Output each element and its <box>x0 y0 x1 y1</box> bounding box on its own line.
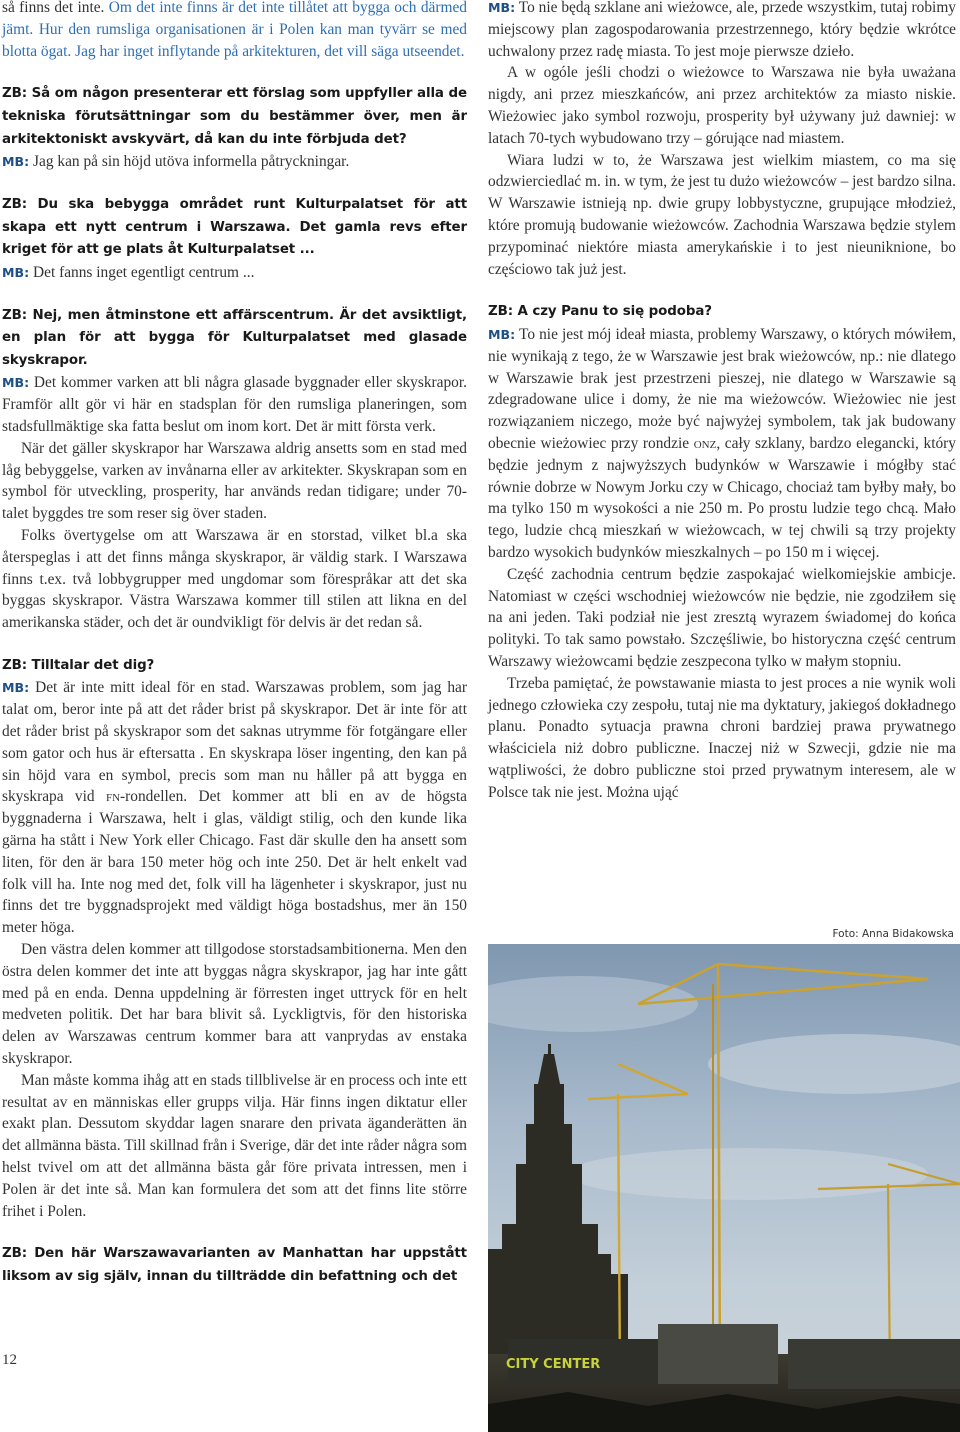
mb-tag: MB: <box>2 154 30 170</box>
mb-tag: MB: <box>2 375 30 391</box>
polish-answer-2-paragraph-3: Trzeba pamiętać, że powstawanie miasta to jest proces a nie wynik woli jednego człowieka czy zespołu, tutaj nie ma dyktatury, jakiegoś dokładnego planu. Ponadto sytuacja prawna chroni bardziej prawa prywatnego właściciela niż dobro publiczne. Inaczej niż w Szwecji, gdzie nie ma wątpliwości, że dobro publiczne stoi przed prywatnym interesem, ale w Polsce tak nie jest. Można ująć <box>488 674 956 801</box>
polish-answer-1-text: To nie będą szklane ani wieżowce, ale, przede wszystkim, tutaj robimy miejscowy plan zagospodarowania przestrzennego, który będzie wkrótce uchwalony przez radę miasta. To jest moje pierwsze dzieło. <box>488 0 956 60</box>
polish-answer-2-text-b: Wieżowiec nie jest rozwiązaniem niczego, może być najwyżej symbolem, tak jak budowany obecnie wieżowiec przy rondzie <box>488 391 957 452</box>
question-5: ZB: Den här Warszawavarianten av Manhattan har uppstått liksom av sig själv, innan du tillträdde din befattning och det <box>2 1246 467 1284</box>
photo-palace-of-culture <box>488 944 960 1432</box>
answer-2 <box>2 262 467 284</box>
answer-3-paragraph-2: När det gäller skyskrapor har Warszawa aldrig ansetts som en stad med låg bebyggelse, varken av invånarna eller av arkitekter. Skyskrapan som en symbol för utveckling, prosperity, har används redan tidigare; under 70-talet byggdes tre som reser sig över staden. <box>2 439 467 523</box>
fn-smallcaps: fn <box>105 788 121 806</box>
intro-blue-text: Om det inte finns är det inte tillåtet att bygga och därmed jämt. Hur den rumsliga organisationen är i Polen kan man tyvärr se med blotta ögat. Jag har inget inflytande på arkitekturen, det vill säga utseendet. <box>2 0 467 60</box>
answer-4 <box>2 677 467 939</box>
answer-4-paragraph-3: Man måste komma ihåg att en stads tillblivelse är en process och inte ett resultat av en människas eller grupps vilja. Här finns ingen diktatur eller exakt plan. Dessutom skyddar lagen snarare den privata äganderätten än det allmänna bästa. Till skillnad från i Sverige, där det inte råder några som helst tvivel om att det allmänna bästa går före privata intressen, men i Polen är det inte så. Man kan formulera det som att det finns lite större frihet i Polen. <box>2 1071 467 1220</box>
answer-4-text-cont: -rondellen. Det kommer att bli en av de högsta byggnaderna i Warszawa, helt i glas, väldigt stilig, och den kunde lika gärna ha stått i New York eller Chicago. Fast där skulle den ha ansett som liten, för den är bara 150 meter hög och inte 250. Det är helt enkelt vad folk vill ha. Inte nog med det, folk vill ha lägenheter i skyskrapor, just nu finns det tre byggnadsprojekt med väldigt höga bostadshus, mer än 150 meter höga. <box>2 788 467 937</box>
answer-3-text: Det kommer varken att bli några glasade byggnader eller skyskrapor. Framför allt gör vi här en stadsplan för den rumsliga planeringen, som stadsfullmäktige ska fatta beslut om inom kort. Det är mitt första verk. <box>2 374 467 435</box>
question-2: ZB: Du ska bebygga området runt Kulturpalatset för att skapa ett nytt centrum i Warszawa. Det gamla revs efter kriget för att ge plats åt Kulturpalatset ... <box>2 196 467 258</box>
mb-tag: MB: <box>488 0 516 15</box>
right-column <box>488 0 956 803</box>
question-3: ZB: Nej, men åtminstone ett affärscentrum. Är det avsiktligt, en plan för att bygga för Kulturpalatset med glasade skyskrapor. <box>2 307 467 368</box>
mb-tag: MB: <box>2 680 30 696</box>
polish-question: ZB: A czy Panu to się podoba? <box>488 304 712 320</box>
polish-answer-1 <box>488 0 956 62</box>
intro-black-text: så finns det inte. <box>2 0 109 16</box>
question-4: ZB: Tilltalar det dig? <box>2 657 155 673</box>
answer-3-paragraph-3: Folks övertygelse om att Warszawa är en storstad, vilket bl.a ska återspeglas i att det finns många skyskrapor, är väldig stark. I Warszawa finns t.ex. två lobbygrupper med ungdomar som förespråkar att det ska byggas skyskrapor. Västra Warszawa kommer till stilen att likna en del amerikanska städer, och det är oundvikligt för delvis är det redan så. <box>2 526 467 632</box>
page-number: 12 <box>2 1352 17 1368</box>
city-center-sign: CITY CENTER <box>506 1357 601 1372</box>
swedish-paragraph-intro <box>2 0 467 62</box>
polish-answer-2-text: To nie jest mój ideał miasta, problemy Warszawy, o których mówiłem, nie wynikają z tego, że w Warszawie jest brak wieżowców, np.: nie dlatego w Warszawie brak jest przestrzeni pieszej, nie dlatego w Warszawie są zdegradowane ulice i domy, że nie ma wieżowców. <box>488 325 956 409</box>
answer-2-text: Det fanns inget egentligt centrum ... <box>29 263 255 281</box>
mb-tag: MB: <box>488 326 516 342</box>
answer-4-paragraph-2: Den västra delen kommer att tillgodose storstadsambitionerna. Men den östra delen kommer det inte att byggas några skyskrapor, jag har inte gått med på en enda. Denna uppdelning är förresten inget uttryck för en helt medveten politik. Det har bara blivit så. Lyckligtvis, för den historiska delen av Warszawas centrum kommer bara att vanprydas av enstaka skyskrapor. <box>2 941 467 1068</box>
polish-paragraph-2: A w ogóle jeśli chodzi o wieżowce to Warszawa nie była uważana nigdy, ani przez mieszkańców, ani przez architektów za miasto niskie. Wieżowiec jako symbol rozwoju, prosperity był używany już dawniej: w latach 70-tych wybudowano trzy – górujące nad miastem. <box>488 64 956 147</box>
mb-tag: MB: <box>2 264 30 280</box>
polish-answer-2-paragraph-2: Część zachodnia centrum będzie zaspokajać wielkomiejskie ambicje. Natomiast w części wschodniej wieżowców nie będzie, nie zgodziłem się na ani jeden. Taki podział nie jest zresztą wyrazem świadomej do końca polityki. To tak samo powstało. Szczęśliwie, bo historyczna część centrum Warszawy wieżowcami będzie zeszpecona tylko w małym stopniu. <box>488 565 956 670</box>
polish-answer-2 <box>488 324 956 564</box>
answer-1 <box>2 151 467 173</box>
onz-smallcaps: onz <box>693 434 717 452</box>
photo-credit: Foto: Anna Bidakowska <box>832 928 954 940</box>
answer-3 <box>2 372 467 437</box>
polish-answer-2-text-c: , cały szklany, bardzo elegancki, który będzie jednym z najwyższych budynków w Warszawie i mógłby stać równie dobrze w Nowym Jorku czy w Chicago, chociaż tam byłby mały, bo ma tylko 150 m wysokości a nie 250 m. Po prostu ludzie tego chcą. Mało tego, ludzie chcą mieszkań w wieżowcach, w tej chwili są trzy projekty bardzo wysokich budynków mieszkalnych – po 150 m i więcej. <box>488 434 956 561</box>
answer-1-text: Jag kan på sin höjd utöva informella påtryckningar. <box>29 153 350 171</box>
question-1: ZB: Så om någon presenterar ett förslag som uppfyller alla de tekniska förutsättningar som du bestämmer över, men är arkitektoniskt avskyvärt, då kan du inte förbjuda det? <box>2 86 467 147</box>
left-column <box>2 0 467 1289</box>
answer-4-text: Det är inte mitt ideal för en stad. Warszawas problem, som jag har talat om, beror inte på att det råder brist på skyskrapor. Det är inte för att det råder brist på skyskrapor som det saknas utrymme för fotgängare eller som gator och hus är eftersatta . En skyskrapa löser ingenting, den kan på sin höjd vara en symbol, precis som man nu håller på att bygga en skyskrapa vid <box>2 679 467 806</box>
polish-paragraph-3: Wiara ludzi w to, że Warszawa jest wielkim miastem, co ma się odzwierciedlać m. in. w tym, że jest tu dużo wieżowców – jest bardzo silna. W Warszawie istnieją np. dwie grupy lobbystyczne, grupujące młodzież, które promują budowanie wieżowców. Zachodnia Warszawa będzie stylem przypominać niektóre miasta amerykańskie i to jest nieuniknione, bo częściowo tak już jest. <box>488 151 956 278</box>
